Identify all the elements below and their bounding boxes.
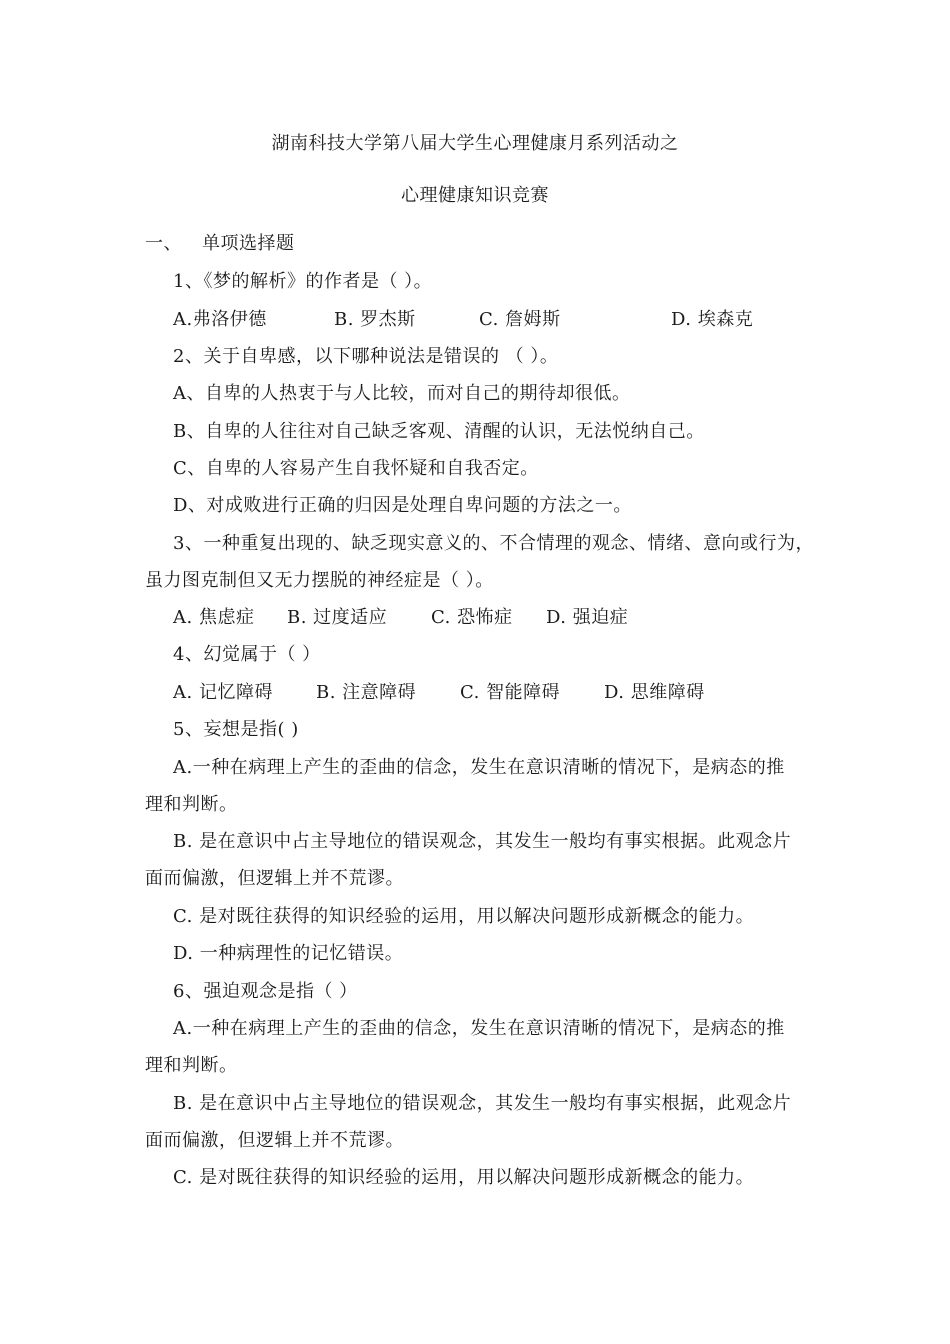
question-3-stem-line1: 3、一种重复出现的、缺乏现实意义的、不合情理的观念、情绪、意向或行为， [173, 533, 814, 554]
q6-option-b-line1: B. 是在意识中占主导地位的错误观念，其发生一般均有事实根据，此观念片 [173, 1093, 792, 1114]
q4-option-c: C. 智能障碍 [460, 682, 561, 703]
q4-option-d: D. 思维障碍 [604, 682, 705, 703]
q4-option-a: A. 记忆障碍 [173, 682, 273, 703]
q6-option-c: C. 是对既往获得的知识经验的运用，用以解决问题形成新概念的能力。 [173, 1167, 755, 1188]
q1-option-d: D. 埃森克 [671, 309, 754, 330]
question-5-stem: 5、妄想是指( ) [173, 719, 299, 740]
q2-option-d: D、对成败进行正确的归因是处理自卑问题的方法之一。 [173, 495, 632, 516]
question-6-stem: 6、强迫观念是指（ ） [173, 981, 358, 1002]
q2-option-c: C、自卑的人容易产生自我怀疑和自我否定。 [173, 458, 539, 479]
question-2-stem: 2、关于自卑感，以下哪种说法是错误的 （ ）。 [173, 346, 559, 367]
q1-option-b: B. 罗杰斯 [334, 309, 416, 330]
q6-option-a-line1: A.一种在病理上产生的歪曲的信念，发生在意识清晰的情况下，是病态的推 [173, 1018, 785, 1039]
q5-option-c: C. 是对既往获得的知识经验的运用，用以解决问题形成新概念的能力。 [173, 906, 755, 927]
q6-option-b-line2: 面而偏激，但逻辑上并不荒谬。 [145, 1130, 404, 1151]
q3-option-b: B. 过度适应 [287, 607, 388, 628]
q5-option-b-line1: B. 是在意识中占主导地位的错误观念，其发生一般均有事实根据。此观念片 [173, 831, 792, 852]
document-title: 湖南科技大学第八届大学生心理健康月系列活动之 [271, 133, 679, 154]
q2-option-b: B、自卑的人往往对自己缺乏客观、清醒的认识，无法悦纳自己。 [173, 421, 705, 442]
q1-option-a: A.弗洛伊德 [173, 309, 267, 330]
q1-option-c: C. 詹姆斯 [479, 309, 561, 330]
section-heading: 单项选择题 [202, 233, 295, 254]
q4-option-b: B. 注意障碍 [316, 682, 417, 703]
section-number: 一、 [145, 233, 182, 254]
question-4-stem: 4、幻觉属于（ ） [173, 644, 321, 665]
q3-option-d: D. 强迫症 [546, 607, 629, 628]
question-1-stem: 1、《梦的解析》的作者是（ ）。 [173, 271, 433, 292]
q2-option-a: A、自卑的人热衷于与人比较，而对自己的期待却很低。 [173, 383, 631, 404]
question-3-stem-line2: 虽力图克制但又无力摆脱的神经症是（ ）。 [145, 570, 494, 591]
q5-option-d: D. 一种病理性的记忆错误。 [173, 943, 404, 964]
q3-option-c: C. 恐怖症 [431, 607, 513, 628]
q3-option-a: A. 焦虑症 [173, 607, 255, 628]
q5-option-a-line2: 理和判断。 [145, 794, 238, 815]
q6-option-a-line2: 理和判断。 [145, 1055, 238, 1076]
q5-option-a-line1: A.一种在病理上产生的歪曲的信念，发生在意识清晰的情况下，是病态的推 [173, 757, 785, 778]
document-subtitle: 心理健康知识竞赛 [401, 185, 549, 206]
q5-option-b-line2: 面而偏激，但逻辑上并不荒谬。 [145, 868, 404, 889]
